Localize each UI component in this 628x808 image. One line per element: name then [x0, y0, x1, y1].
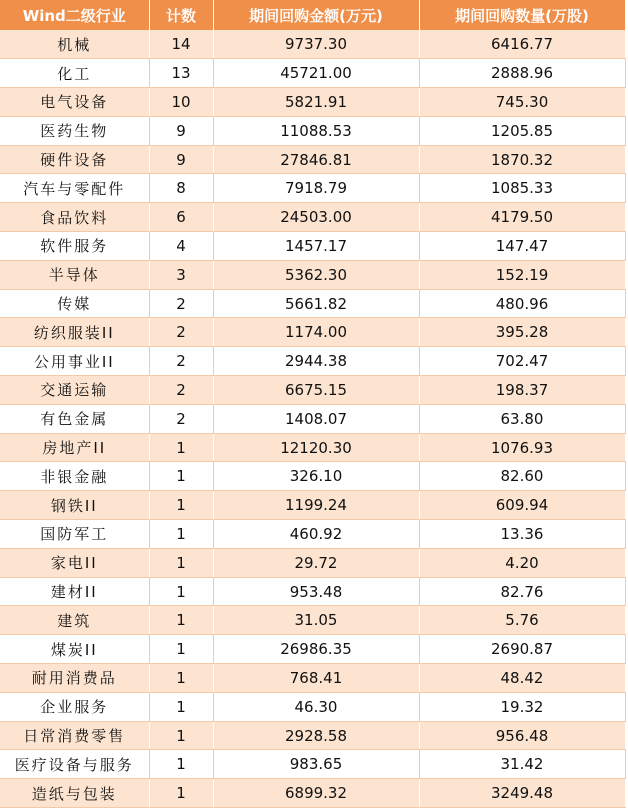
amount-cell: 983.65: [213, 750, 419, 779]
amount-cell: 460.92: [213, 520, 419, 549]
quantity-cell: 13.36: [419, 520, 625, 549]
quantity-cell: 1085.33: [419, 174, 625, 203]
table-row: [0, 30, 625, 59]
amount-cell: 9737.30: [213, 30, 419, 59]
industry-cell: 钢铁II: [0, 491, 149, 520]
amount-cell: 29.72: [213, 548, 419, 577]
table-row: [0, 491, 625, 520]
amount-cell: 31.05: [213, 606, 419, 635]
quantity-cell: 2690.87: [419, 635, 625, 664]
count-cell: 1: [149, 692, 213, 721]
table-row: [0, 779, 625, 808]
count-cell: 9: [149, 116, 213, 145]
amount-cell: 768.41: [213, 664, 419, 693]
amount-cell: 45721.00: [213, 59, 419, 88]
amount-cell: 953.48: [213, 577, 419, 606]
industry-cell: 耐用消费品: [0, 664, 149, 693]
table-row: [0, 664, 625, 693]
table-row: [0, 404, 625, 433]
table-row: [0, 520, 625, 549]
industry-cell: 半导体: [0, 260, 149, 289]
count-cell: 2: [149, 376, 213, 405]
count-cell: 1: [149, 635, 213, 664]
industry-cell: 食品饮料: [0, 203, 149, 232]
table-row: [0, 376, 625, 405]
industry-cell: 公用事业II: [0, 347, 149, 376]
amount-cell: 46.30: [213, 692, 419, 721]
amount-cell: 1199.24: [213, 491, 419, 520]
quantity-cell: 6416.77: [419, 30, 625, 59]
count-cell: 1: [149, 577, 213, 606]
count-cell: 8: [149, 174, 213, 203]
count-cell: 1: [149, 433, 213, 462]
table-row: [0, 692, 625, 721]
table-row: [0, 462, 625, 491]
quantity-cell: 19.32: [419, 692, 625, 721]
quantity-cell: 82.60: [419, 462, 625, 491]
table-row: [0, 318, 625, 347]
quantity-cell: 1870.32: [419, 145, 625, 174]
amount-cell: 6675.15: [213, 376, 419, 405]
table-row: [0, 750, 625, 779]
industry-cell: 汽车与零配件: [0, 174, 149, 203]
quantity-cell: 395.28: [419, 318, 625, 347]
quantity-cell: 1076.93: [419, 433, 625, 462]
quantity-cell: 198.37: [419, 376, 625, 405]
table-row: [0, 260, 625, 289]
table-row: [0, 347, 625, 376]
amount-cell: 6899.32: [213, 779, 419, 808]
amount-cell: 1457.17: [213, 232, 419, 261]
table-row: [0, 116, 625, 145]
count-cell: 2: [149, 289, 213, 318]
count-cell: 1: [149, 606, 213, 635]
quantity-cell: 82.76: [419, 577, 625, 606]
quantity-cell: 480.96: [419, 289, 625, 318]
industry-cell: 交通运输: [0, 376, 149, 405]
table-row: [0, 59, 625, 88]
industry-cell: 房地产II: [0, 433, 149, 462]
industry-cell: 家电II: [0, 548, 149, 577]
count-cell: 14: [149, 30, 213, 59]
count-cell: 1: [149, 548, 213, 577]
amount-cell: 326.10: [213, 462, 419, 491]
count-cell: 10: [149, 88, 213, 117]
header-count: 计数: [149, 0, 213, 30]
table-row: [0, 635, 625, 664]
header-amount: 期间回购金额(万元): [213, 0, 419, 30]
table-row: [0, 88, 625, 117]
count-cell: 4: [149, 232, 213, 261]
table-row: [0, 577, 625, 606]
quantity-cell: 63.80: [419, 404, 625, 433]
amount-cell: 26986.35: [213, 635, 419, 664]
industry-cell: 软件服务: [0, 232, 149, 261]
quantity-cell: 4179.50: [419, 203, 625, 232]
industry-cell: 传媒: [0, 289, 149, 318]
amount-cell: 12120.30: [213, 433, 419, 462]
quantity-cell: 956.48: [419, 721, 625, 750]
quantity-cell: 3249.48: [419, 779, 625, 808]
count-cell: 1: [149, 491, 213, 520]
amount-cell: 1174.00: [213, 318, 419, 347]
industry-cell: 非银金融: [0, 462, 149, 491]
quantity-cell: 152.19: [419, 260, 625, 289]
count-cell: 2: [149, 318, 213, 347]
count-cell: 1: [149, 779, 213, 808]
industry-cell: 煤炭II: [0, 635, 149, 664]
quantity-cell: 147.47: [419, 232, 625, 261]
quantity-cell: 702.47: [419, 347, 625, 376]
industry-cell: 造纸与包装: [0, 779, 149, 808]
table-row: [0, 232, 625, 261]
count-cell: 1: [149, 462, 213, 491]
industry-cell: 建材II: [0, 577, 149, 606]
count-cell: 1: [149, 520, 213, 549]
amount-cell: 7918.79: [213, 174, 419, 203]
header-industry: Wind二级行业: [0, 0, 149, 30]
amount-cell: 5362.30: [213, 260, 419, 289]
industry-cell: 国防军工: [0, 520, 149, 549]
table-row: [0, 606, 625, 635]
amount-cell: 24503.00: [213, 203, 419, 232]
industry-cell: 企业服务: [0, 692, 149, 721]
table-row: [0, 721, 625, 750]
industry-cell: 化工: [0, 59, 149, 88]
industry-cell: 硬件设备: [0, 145, 149, 174]
table-header: [0, 0, 625, 30]
industry-cell: 纺织服装II: [0, 318, 149, 347]
quantity-cell: 31.42: [419, 750, 625, 779]
quantity-cell: 2888.96: [419, 59, 625, 88]
quantity-cell: 745.30: [419, 88, 625, 117]
industry-cell: 医疗设备与服务: [0, 750, 149, 779]
industry-cell: 电气设备: [0, 88, 149, 117]
count-cell: 1: [149, 721, 213, 750]
table-row: [0, 548, 625, 577]
industry-cell: 日常消费零售: [0, 721, 149, 750]
industry-cell: 机械: [0, 30, 149, 59]
table-row: [0, 433, 625, 462]
count-cell: 6: [149, 203, 213, 232]
quantity-cell: 1205.85: [419, 116, 625, 145]
quantity-cell: 48.42: [419, 664, 625, 693]
amount-cell: 27846.81: [213, 145, 419, 174]
amount-cell: 2928.58: [213, 721, 419, 750]
industry-cell: 有色金属: [0, 404, 149, 433]
count-cell: 2: [149, 347, 213, 376]
quantity-cell: 5.76: [419, 606, 625, 635]
industry-cell: 医药生物: [0, 116, 149, 145]
count-cell: 9: [149, 145, 213, 174]
table-row: [0, 145, 625, 174]
table-body: [0, 30, 625, 808]
count-cell: 2: [149, 404, 213, 433]
header-quantity: 期间回购数量(万股): [419, 0, 625, 30]
amount-cell: 5821.91: [213, 88, 419, 117]
header-row: [0, 0, 625, 30]
table-row: [0, 174, 625, 203]
industry-cell: 建筑: [0, 606, 149, 635]
amount-cell: 1408.07: [213, 404, 419, 433]
quantity-cell: 4.20: [419, 548, 625, 577]
table-row: [0, 203, 625, 232]
count-cell: 1: [149, 750, 213, 779]
amount-cell: 11088.53: [213, 116, 419, 145]
amount-cell: 5661.82: [213, 289, 419, 318]
quantity-cell: 609.94: [419, 491, 625, 520]
table-row: [0, 289, 625, 318]
count-cell: 3: [149, 260, 213, 289]
count-cell: 1: [149, 664, 213, 693]
count-cell: 13: [149, 59, 213, 88]
amount-cell: 2944.38: [213, 347, 419, 376]
